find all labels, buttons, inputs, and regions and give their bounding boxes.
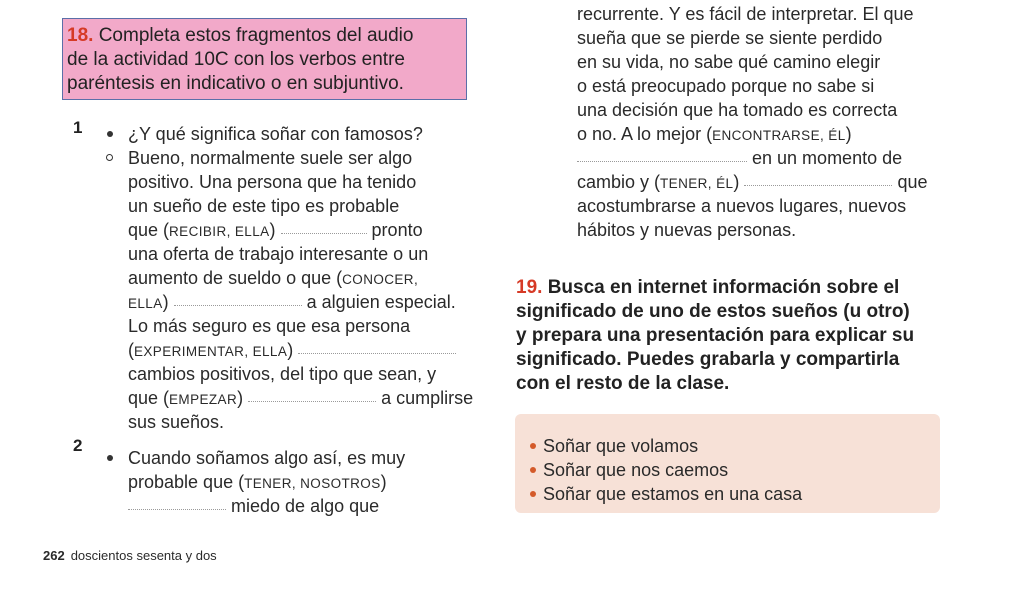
dialogue-line: hábitos y nuevas personas. [577, 220, 797, 240]
dialogue-line: o no. A lo mejor (ENCONTRARSE, ÉL) [577, 124, 852, 144]
exercise-19-number: 19. [516, 277, 543, 298]
instruction-line: paréntesis en indicativo o en subjuntivo. [67, 73, 404, 94]
answer-blank[interactable] [281, 232, 367, 234]
page-number: 262 [43, 548, 65, 563]
dreams-list-box [515, 414, 940, 513]
verb-prompt: EMPEZAR [169, 392, 238, 407]
speaker-b-bullet [106, 154, 113, 161]
answer-blank[interactable] [174, 304, 302, 306]
instruction-line: y prepara una presentación para explicar su [516, 325, 915, 346]
item-number: 1 [73, 118, 83, 137]
dialogue-line: acostumbrarse a nuevos lugares, nuevos [577, 196, 907, 216]
answer-blank[interactable] [577, 160, 747, 162]
bullet-icon [530, 491, 536, 497]
verb-prompt: TENER, NOSOTROS [244, 476, 381, 491]
verb-prompt: TENER, ÉL [660, 176, 734, 191]
dialogue-line: (EXPERIMENTAR, ELLA) [128, 338, 456, 364]
dialogue-line: una decisión que ha tomado es correcta [577, 100, 898, 120]
dialogue-line: Cuando soñamos algo así, es muy [128, 448, 406, 468]
dialogue-line: aumento de sueldo o que (CONOCER, [128, 268, 419, 288]
instruction-line: significado de uno de estos sueños (u otro) [516, 301, 910, 322]
dialogue-line: ELLA) a alguien especial. [128, 292, 456, 312]
dialogue-line: cambios positivos, del tipo que sean, y [128, 364, 437, 384]
answer-blank[interactable] [128, 508, 226, 510]
verb-prompt: CONOCER, [342, 272, 419, 287]
dialogue-line: una oferta de trabajo interesante o un [128, 244, 429, 264]
exercise-18-number: 18. [67, 25, 94, 46]
dialogue-line: sueña que se pierde se siente perdido [577, 28, 883, 48]
dialogue-line: o está preocupado porque no sabe si [577, 76, 875, 96]
instruction-line: de la actividad 10C con los verbos entre [67, 49, 405, 70]
speaker-a-bullet [107, 455, 113, 461]
exercise-19-instruction: 19. Busca en internet información sobre el [516, 277, 900, 298]
dialogue-line: en un momento de [577, 146, 902, 170]
dialogue-line: un sueño de este tipo es probable [128, 196, 400, 216]
dialogue-line: probable que (TENER, NOSOTROS) [128, 472, 387, 492]
answer-blank[interactable] [298, 352, 456, 354]
dialogue-line: miedo de algo que [128, 494, 379, 518]
dialogue-line: ¿Y qué significa soñar con famosos? [128, 124, 423, 144]
instruction-line: con el resto de la clase. [516, 373, 730, 394]
verb-prompt: EXPERIMENTAR, ELLA [134, 344, 288, 359]
verb-prompt: ENCONTRARSE, ÉL [712, 128, 846, 143]
bullet-icon [530, 443, 536, 449]
dialogue-line: que (RECIBIR, ELLA) pronto [128, 220, 423, 240]
dialogue-line: sus sueños. [128, 412, 225, 432]
list-item: Soñar que estamos en una casa [543, 484, 803, 504]
speaker-a-bullet [107, 131, 113, 137]
dialogue-line: recurrente. Y es fácil de interpretar. El que [577, 4, 914, 24]
dialogue-line: cambio y (TENER, ÉL) que [577, 172, 928, 192]
verb-prompt: ELLA [128, 296, 163, 311]
dialogue-line: positivo. Una persona que ha tenido [128, 172, 417, 192]
exercise-18-instruction [62, 18, 467, 100]
item-number: 2 [73, 436, 83, 455]
answer-blank[interactable] [744, 184, 892, 186]
instruction-line: significado. Puedes grabarla y compartirla [516, 349, 900, 370]
dialogue-line: Bueno, normalmente suele ser algo [128, 148, 413, 168]
dialogue-line: Lo más seguro es que esa persona [128, 316, 411, 336]
page-number-words: doscientos sesenta y dos [70, 548, 217, 563]
instruction-line: Completa estos fragmentos del audio [98, 25, 414, 46]
dialogue-line: en su vida, no sabe qué camino elegir [577, 52, 881, 72]
answer-blank[interactable] [248, 400, 376, 402]
dialogue-line: que (EMPEZAR) a cumplirse [128, 388, 474, 408]
bullet-icon [530, 467, 536, 473]
list-item: Soñar que nos caemos [543, 460, 729, 480]
verb-prompt: RECIBIR, ELLA [169, 224, 270, 239]
list-item: Soñar que volamos [543, 436, 699, 456]
page-footer [43, 548, 217, 563]
